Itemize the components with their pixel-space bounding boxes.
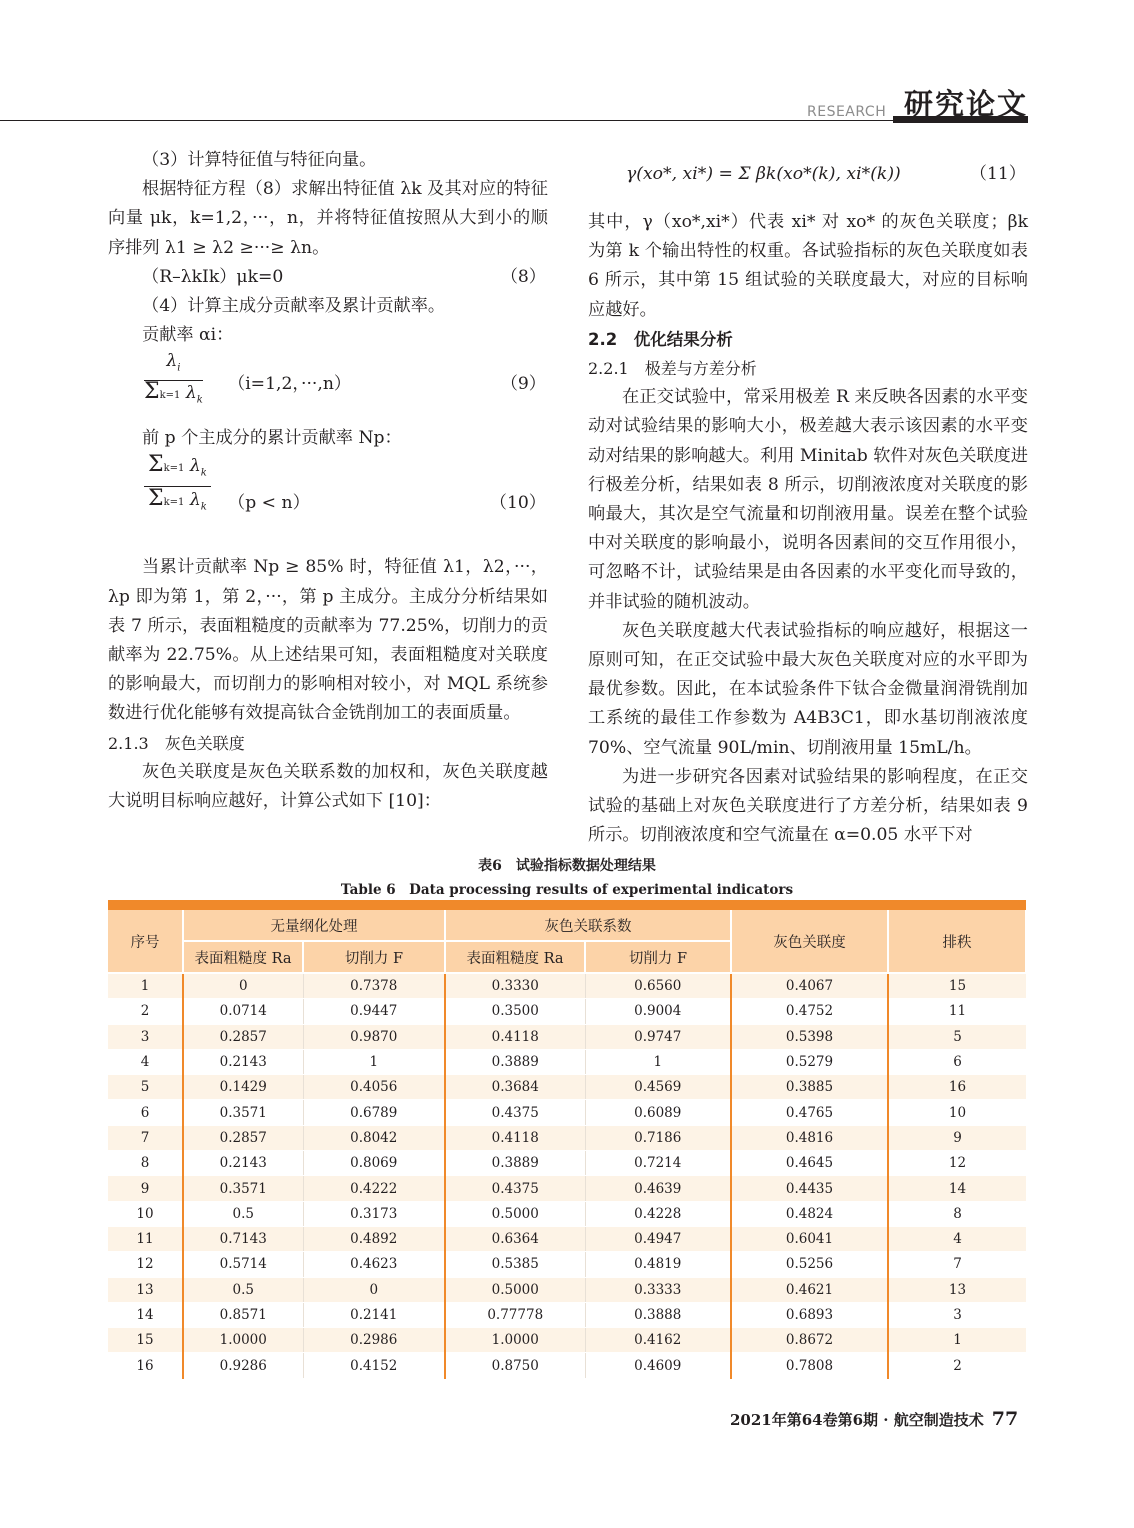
table-cell: 0.4623 <box>303 1252 445 1277</box>
table-body <box>108 973 1026 1378</box>
right-column <box>588 146 1028 850</box>
table-cell: 0.7808 <box>731 1353 888 1378</box>
table-cell: 0.1429 <box>183 1075 303 1100</box>
table-cell: 0.4152 <box>303 1353 445 1378</box>
table-cell: 10 <box>888 1100 1026 1125</box>
col-group-coefficient: 灰色关联系数 <box>445 910 731 941</box>
table-cell: 0.6089 <box>585 1100 731 1125</box>
table-row <box>108 999 1026 1024</box>
table-cell: 13 <box>888 1277 1026 1302</box>
table-cell: 0.9004 <box>585 999 731 1024</box>
paragraph: （3）计算特征值与特征向量。 <box>142 150 377 170</box>
paragraph: 在正交试验中，常采用极差 R 来反映各因素的水平变动对试验结果的影响大小，极差越大表示该因素的水平变动对结果的影响越大。利用 Minitab 软件对灰色关联度进行极差分析，结果如表 8 所示，切削液浓度对关联度的影响最大，其次是空气流量和切削液用量。误差在整个试验中对关联度的影响最小，说明各因素间的交互作用很小，可忽略不计，试验结果是由各因素的水平变化而导致的，并非试验的随机波动。 <box>588 387 1028 612</box>
col-header-rank: 排秩 <box>888 910 1026 973</box>
table-cell: 5 <box>888 1024 1026 1049</box>
paragraph: 为进一步研究各因素对试验结果的影响程度，在正交试验的基础上对灰色关联度进行了方差分析，结果如表 9 所示。切削液浓度和空气流量在 α=0.05 水平下对 <box>588 766 1028 846</box>
table-cell: 1 <box>303 1049 445 1074</box>
table-cell: 0.3500 <box>445 999 585 1024</box>
table-cell: 0.9447 <box>303 999 445 1024</box>
header-section-title: 研究论文 <box>904 87 1029 121</box>
table-cell: 0.7186 <box>585 1125 731 1150</box>
journal-info: 2021年第64卷第6期 · 航空制造技术 <box>730 1411 984 1429</box>
table-row <box>108 1302 1026 1327</box>
table-cell: 0.6789 <box>303 1100 445 1125</box>
table-cell: 0.4118 <box>445 1024 585 1049</box>
table-cell: 0.3571 <box>183 1100 303 1125</box>
table-cell: 0.9286 <box>183 1353 303 1378</box>
table-cell: 0.4765 <box>731 1100 888 1125</box>
table-cell: 7 <box>888 1252 1026 1277</box>
table-cell: 0.8069 <box>303 1151 445 1176</box>
table-cell: 6 <box>108 1100 183 1125</box>
table-cell: 7 <box>108 1125 183 1150</box>
table-cell: 0.5398 <box>731 1024 888 1049</box>
table-cell: 0.7143 <box>183 1226 303 1251</box>
table-cell: 0.5000 <box>445 1201 585 1226</box>
table-cell: 0.4609 <box>585 1353 731 1378</box>
table-cell: 0.8571 <box>183 1302 303 1327</box>
table-cell: 0.5714 <box>183 1252 303 1277</box>
col-header-f: 切削力 F <box>303 941 445 973</box>
table-cell: 0.2857 <box>183 1125 303 1150</box>
equation-number: （11） <box>969 164 1026 184</box>
equation-number: （10） <box>489 493 546 514</box>
table-cell: 0.3889 <box>445 1049 585 1074</box>
subsection-heading: 2.2.1 极差与方差分析 <box>588 359 757 379</box>
section-heading: 2.2 优化结果分析 <box>588 329 733 349</box>
fraction: $\frac{\Sigma k=1 \lambda_k}{\Sigma k=1 \lambda_k}$ <box>144 453 211 519</box>
table-cell: 0.3889 <box>445 1151 585 1176</box>
table-row <box>108 1353 1026 1378</box>
table-cell: 15 <box>108 1328 183 1353</box>
paragraph: 前 p 个主成分的累计贡献率 Np： <box>142 428 402 449</box>
table-row <box>108 1226 1026 1251</box>
equation-condition: （i=1,2，···,n） <box>228 374 352 395</box>
data-table <box>108 910 1027 1379</box>
table-cell: 0 <box>303 1277 445 1302</box>
table-cell: 14 <box>888 1176 1026 1201</box>
table-cell: 0.4067 <box>731 973 888 999</box>
table-top-bar <box>108 900 1026 910</box>
col-header-no: 序号 <box>108 910 183 973</box>
paragraph: 其中，γ（xo*,xi*）代表 xi* 对 xo* 的灰色关联度；βk 为第 k 个输出特性的权重。各试验指标的灰色关联度如表 6 所示，其中第 15 组试验的关联度最大，对应的目标响应越好。 <box>588 212 1028 320</box>
col-header-grade: 灰色关联度 <box>731 910 888 973</box>
table-cell: 9 <box>888 1125 1026 1150</box>
table-cell: 0.6041 <box>731 1226 888 1251</box>
table-cell: 0.3333 <box>585 1277 731 1302</box>
table-cell: 0.2143 <box>183 1151 303 1176</box>
table-cell: 0.3888 <box>585 1302 731 1327</box>
equation-number: （9） <box>500 374 546 395</box>
table-cell: 9 <box>108 1176 183 1201</box>
table-cell: 16 <box>108 1353 183 1378</box>
table-cell: 13 <box>108 1277 183 1302</box>
equation-condition: （p < n） <box>228 493 310 514</box>
table-cell: 0.2857 <box>183 1024 303 1049</box>
table-cell: 0.3330 <box>445 973 585 999</box>
table-cell: 0.4056 <box>303 1075 445 1100</box>
col-header-ra: 表面粗糙度 Ra <box>445 941 585 973</box>
paragraph: （4）计算主成分贡献率及累计贡献率。 <box>142 295 446 316</box>
table-cell: 0.5 <box>183 1201 303 1226</box>
table-row <box>108 973 1026 999</box>
table-cell: 0.8750 <box>445 1353 585 1378</box>
col-header-ra: 表面粗糙度 Ra <box>183 941 303 973</box>
table-cell: 0.5385 <box>445 1252 585 1277</box>
table-cell: 0.4228 <box>585 1201 731 1226</box>
table-cell: 0.4824 <box>731 1201 888 1226</box>
table-cell: 0.4752 <box>731 999 888 1024</box>
header-rule <box>0 120 1028 121</box>
table-row <box>108 1024 1026 1049</box>
table-row <box>108 1176 1026 1201</box>
table-cell: 0.8042 <box>303 1125 445 1150</box>
table-cell: 16 <box>888 1075 1026 1100</box>
table-cell: 0.6560 <box>585 973 731 999</box>
table-cell: 8 <box>888 1201 1026 1226</box>
table-cell: 0.2143 <box>183 1049 303 1074</box>
table-cell: 0.4118 <box>445 1125 585 1150</box>
subsection-heading: 2.1.3 灰色关联度 <box>108 733 245 753</box>
table-cell: 0.4947 <box>585 1226 731 1251</box>
table-cell: 0.7378 <box>303 973 445 999</box>
table-row <box>108 1049 1026 1074</box>
table-cell: 0.3173 <box>303 1201 445 1226</box>
table-cell: 14 <box>108 1302 183 1327</box>
table-row <box>108 1252 1026 1277</box>
table-cell: 1 <box>108 973 183 999</box>
table-row <box>108 1201 1026 1226</box>
table-cell: 4 <box>108 1049 183 1074</box>
table-cell: 0.0714 <box>183 999 303 1024</box>
table-cell: 0.4375 <box>445 1100 585 1125</box>
table-cell: 6 <box>888 1049 1026 1074</box>
table-cell: 0.4819 <box>585 1252 731 1277</box>
paragraph: 贡献率 αi： <box>142 325 234 346</box>
table-row <box>108 1075 1026 1100</box>
table-row <box>108 1277 1026 1302</box>
table-cell: 0.2986 <box>303 1328 445 1353</box>
table-cell: 0.4435 <box>731 1176 888 1201</box>
table-cell: 0.5279 <box>731 1049 888 1074</box>
table-row <box>108 1151 1026 1176</box>
equation-body: γ(xo*, xi*) = Σ βk(xo*(k), xi*(k)) <box>626 164 901 184</box>
table-cell: 3 <box>108 1024 183 1049</box>
table-cell: 3 <box>888 1302 1026 1327</box>
table-cell: 0 <box>183 973 303 999</box>
table-cell: 0.9747 <box>585 1024 731 1049</box>
table-cell: 0.77778 <box>445 1302 585 1327</box>
col-group-normalized: 无量纲化处理 <box>183 910 445 941</box>
col-header-f: 切削力 F <box>585 941 731 973</box>
table-cell: 12 <box>888 1151 1026 1176</box>
table-cell: 0.4621 <box>731 1277 888 1302</box>
table-cell: 15 <box>888 973 1026 999</box>
table-caption-cn: 表6 试验指标数据处理结果 <box>478 858 656 874</box>
paragraph: 当累计贡献率 Np ≥ 85% 时，特征值 λ1，λ2，···，λp 即为第 1，第 2，···，第 p 主成分。主成分分析结果如表 7 所示，表面粗糙度的贡献率为 77.25%，切削力的贡献率为 22.75%。从上述结果可知，表面粗糙度对关联度的影响最大，而切削力的影响相对较小，对 MQL 系统参数进行优化能够有效提高钛合金铣削加工的表面质量。 <box>108 557 548 724</box>
page-footer <box>730 1408 1018 1430</box>
table-cell: 0.5000 <box>445 1277 585 1302</box>
table-cell: 0.4569 <box>585 1075 731 1100</box>
table-cell: 12 <box>108 1252 183 1277</box>
table-cell: 1 <box>585 1049 731 1074</box>
equation-10 <box>108 453 548 553</box>
equation-9 <box>108 350 548 420</box>
table-cell: 0.4222 <box>303 1176 445 1201</box>
header-research-label: RESEARCH <box>807 104 887 120</box>
table-cell: 0.4162 <box>585 1328 731 1353</box>
table-cell: 0.4639 <box>585 1176 731 1201</box>
table-caption-en: Table 6 Data processing results of experimental indicators <box>340 882 794 898</box>
table-cell: 0.5 <box>183 1277 303 1302</box>
paragraph: 灰色关联度是灰色关联系数的加权和，灰色关联度越大说明目标响应越好，计算公式如下 [10]： <box>108 761 548 812</box>
table-cell: 11 <box>108 1226 183 1251</box>
equation-11 <box>588 146 1028 208</box>
table-cell: 0.3885 <box>731 1075 888 1100</box>
table-cell: 8 <box>108 1151 183 1176</box>
equation-8 <box>108 263 548 292</box>
page-number: 77 <box>991 1408 1019 1430</box>
table-cell: 11 <box>888 999 1026 1024</box>
table-cell: 0.4375 <box>445 1176 585 1201</box>
table-row <box>108 1328 1026 1353</box>
table-cell: 10 <box>108 1201 183 1226</box>
equation-number: （8） <box>500 266 546 287</box>
table-cell: 0.4816 <box>731 1125 888 1150</box>
table-cell: 0.6364 <box>445 1226 585 1251</box>
table-row <box>108 1125 1026 1150</box>
table-cell: 0.9870 <box>303 1024 445 1049</box>
table-cell: 2 <box>108 999 183 1024</box>
table-cell: 0.2141 <box>303 1302 445 1327</box>
table-cell: 0.4645 <box>731 1151 888 1176</box>
table-cell: 0.4892 <box>303 1226 445 1251</box>
paragraph: 灰色关联度越大代表试验指标的响应越好，根据这一原则可知，在正交试验中最大灰色关联度对应的水平即为最优参数。因此，在本试验条件下钛合金微量润滑铣削加工系统的最佳工作参数为 A4B3C1，即水基切削液浓度 70%、空气流量 90L/min、切削液用量 15mL/h。 <box>588 620 1028 758</box>
table-cell: 1 <box>888 1328 1026 1353</box>
table-cell: 1.0000 <box>183 1328 303 1353</box>
table-cell: 4 <box>888 1226 1026 1251</box>
left-column <box>108 146 548 816</box>
table-cell: 1.0000 <box>445 1328 585 1353</box>
table-cell: 0.3571 <box>183 1176 303 1201</box>
table-cell: 0.6893 <box>731 1302 888 1327</box>
table-cell: 0.8672 <box>731 1328 888 1353</box>
equation-body: （R–λkIk）μk=0 <box>142 266 284 287</box>
table-cell: 2 <box>888 1353 1026 1378</box>
table-cell: 0.3684 <box>445 1075 585 1100</box>
table-row <box>108 1100 1026 1125</box>
table-cell: 5 <box>108 1075 183 1100</box>
fraction: $\frac{\lambda_i}{\Sigma k=1 \lambda_k}$ <box>144 351 203 406</box>
table-cell: 0.5256 <box>731 1252 888 1277</box>
paragraph: 根据特征方程（8）求解出特征值 λk 及其对应的特征向量 μk，k=1,2，···，n，并将特征值按照从大到小的顺序排列 λ1 ≥ λ2 ≥···≥ λn。 <box>108 179 548 258</box>
table-cell: 0.7214 <box>585 1151 731 1176</box>
